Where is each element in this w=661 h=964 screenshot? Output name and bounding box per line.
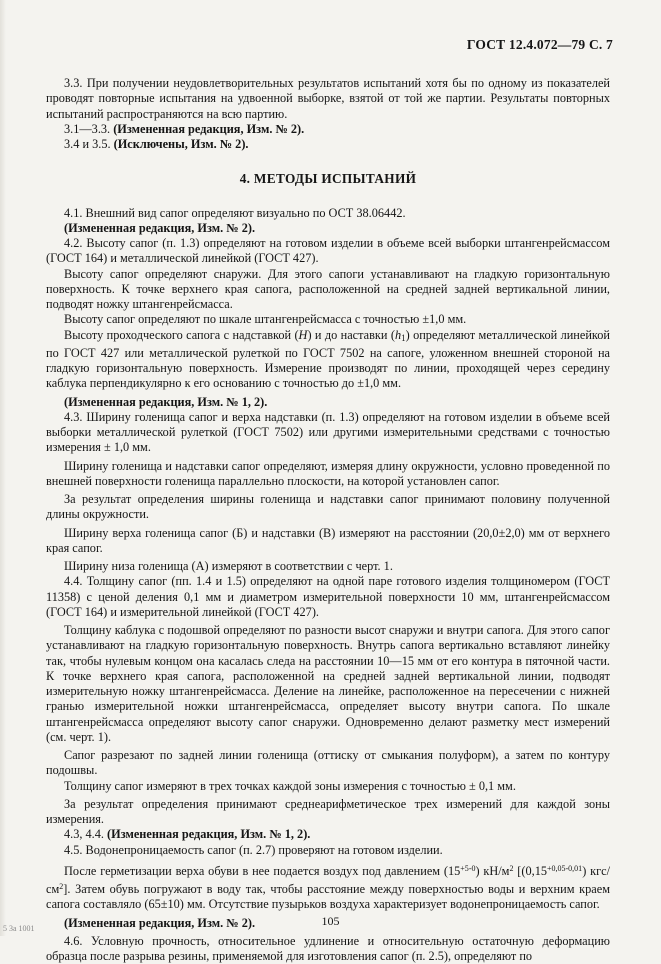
note-text: (Исключены, Изм. № 2). bbox=[113, 137, 249, 151]
note-text: (Измененная редакция, Изм. № 2). bbox=[113, 121, 305, 136]
paragraph-4-2-b: Высоту сапог определяют снаружи. Для этого сапоги устанавливают на гладкую горизонтальную поверхность. К точке верхнего края сапога, расположенной на средней задней вертикальной линии, подводят ножку штангенрейсмасса. bbox=[46, 266, 610, 311]
amendment-note-4-4 bbox=[46, 827, 610, 842]
paragraph-4-3: 4.3. Ширину голенища сапог и верха надставки (п. 1.3) определяют на готовом изделии в объеме всей выборки металлической рулеткой (ГОСТ 7502) или другими измерительными средствами с точностью измерения ± 1,0 мм. bbox=[46, 409, 610, 455]
paragraph-4-3-d: Ширину верха голенища сапог (Б) и надставки (В) измеряют на расстоянии (20,0±2,0) мм от верхнего края сапог. bbox=[46, 525, 610, 555]
paragraph-4-4: 4.4. Толщину сапог (пп. 1.4 и 1.5) определяют на одной паре готового изделия толщиномером (ГОСТ 11358) с ценой деления 0,1 мм и диаметром измерительной поверхности 10 мм, штангенрейсмассом (ГОСТ 164) и измерительной линейкой (ГОСТ 427). bbox=[46, 574, 610, 619]
paragraph-4-1: 4.1. Внешний вид сапог определяют визуально по ОСТ 38.06442. bbox=[64, 205, 406, 220]
paragraph-4-3-c: За результат определения ширины голенища и надставки сапог принимают половину полученной длины окружности. bbox=[46, 492, 610, 522]
amendment-note-4-1: (Измененная редакция, Изм. № 2). bbox=[64, 220, 256, 235]
amendment-note-4-2: (Измененная редакция, Изм. № 1, 2). bbox=[64, 394, 268, 409]
page-number: 105 bbox=[321, 914, 340, 928]
paragraph-4-4-c: Сапог разрезают по задней линии голенища (оттиску от смыкания полуформ), а затем по контуру подошвы. bbox=[46, 748, 610, 778]
superscript: 2 bbox=[59, 882, 64, 891]
document-body bbox=[46, 76, 610, 964]
text-part: Высоту проходческого сапога с надставкой ( bbox=[64, 327, 299, 342]
text-part: ) и до наставки ( bbox=[307, 327, 395, 342]
paragraph-4-5: 4.5. Водонепроницаемость сапог (п. 2.7) проверяют на готовом изделии. bbox=[64, 842, 443, 857]
paragraph-4-2-c: Высоту сапог определяют по шкале штангенрейсмасса с точностью ±1,0 мм. bbox=[64, 312, 467, 327]
symbol-H: H bbox=[298, 327, 308, 342]
tolerance-upper: +0,05 bbox=[547, 863, 566, 873]
text-part: ) кгс/см bbox=[46, 863, 610, 896]
text-part: После герметизации верха обуви в нее подается воздух под давлением (15 bbox=[64, 863, 461, 878]
paragraph-4-4-d: Толщину сапог измеряют в трех точках каждой зоны измерения с точностью ± 0,1 мм. bbox=[64, 778, 516, 793]
paragraph-4-2: 4.2. Высоту сапог (п. 1.3) определяют на готовом изделии в объеме всей выборки штангенрейсмассом (ГОСТ 164) и металлической линейкой (ГОСТ 427). bbox=[46, 236, 610, 266]
subscript: 1 bbox=[401, 332, 406, 343]
tolerance-upper: +5 bbox=[460, 863, 469, 873]
paragraph-4-6: 4.6. Условную прочность, относительное удлинение и относительную остаточную деформацию образца после разрыва резины, применяемой для изготовления сапог (п. 2.5), определяют по bbox=[46, 933, 610, 963]
text-part: ) определяют металлической линейкой по ГОСТ 427 или металлической рулеткой по ГОСТ 7502 на сапоге, уложенном внешней стороной на гладкую горизонтальную поверхность. Измерение производят по линии, проходящей через середину каблука перпендикулярно к его основанию с точностью до ±1,0 мм. bbox=[46, 327, 610, 391]
section-title: 4. МЕТОДЫ ИСПЫТАНИЙ bbox=[239, 171, 417, 187]
tolerance-lower: -0 bbox=[468, 863, 476, 873]
paragraph-4-2-d bbox=[46, 328, 610, 392]
paragraph-4-5-b bbox=[46, 861, 610, 913]
amendment-note-3-4 bbox=[46, 137, 610, 152]
page-edge-shadow bbox=[0, 0, 6, 936]
symbol-h: h bbox=[394, 327, 402, 342]
amendment-note-4-5: (Измененная редакция, Изм. № 2). bbox=[64, 915, 256, 930]
text-part: ) кН/м bbox=[475, 863, 510, 878]
margin-mark: 5 3а 1001 bbox=[3, 924, 35, 933]
paragraph-4-4-b: Толщину каблука с подошвой определяют по разности высот снаружи и внутри сапога. Для этого сапог устанавливают на гладкую горизонтальную поверхность. Внутрь сапога вертикально вставляют линейку так, чтобы нулевым концом она касалась следа на расстоянии 10—15 мм от его контура в пяточной части. К точке верхнего края сапога, расположенной на средней задней вертикальной линии, подводят измерительную ножку штангенрейсмасса. Деление на линейке, расположенное на пересечении с нижней гранью измерительной ножки штангенрейсмасса, определяет высоту внутри сапога. По шкале штангенрейсмасса определяют высоту сапог снаружи. Одновременно делают разметку мест измерений (см. черт. 1). bbox=[46, 623, 610, 744]
paragraph-3-3: 3.3. При получении неудовлетворительных результатов испытаний хотя бы по одному из показателей проводят повторные испытания на удвоенной выборке, взятой от той же партии. Результаты повторных испытаний распространяются на всю партию. bbox=[46, 76, 610, 121]
tolerance-2 bbox=[547, 864, 582, 873]
note-lead: 4.3, 4.4. bbox=[64, 827, 104, 842]
text-part: ]. Затем обувь погружают в воду так, чтобы расстояние между поверхностью воды и верхним краем сапога составляло (65±10) мм. Отсутствие пузырьков воздуха характеризует водонепроницаемость сапог. bbox=[46, 882, 610, 912]
note-text: (Измененная редакция, Изм. № 1, 2). bbox=[107, 827, 311, 842]
tolerance-1 bbox=[460, 864, 475, 873]
superscript: 2 bbox=[509, 863, 514, 873]
paragraph-4-3-b: Ширину голенища и надставки сапог определяют, измеряя длину окружности, условно проведенной по внешней поверхности голенища параллельно плоскости, на которой установлен сапог. bbox=[46, 458, 610, 488]
paragraph-4-3-e: Ширину низа голенища (А) измеряют в соответствии с черт. 1. bbox=[64, 559, 393, 573]
paragraph-4-4-e: За результат определения принимают среднеарифметическое трех измерений для каждой зоны измерения. bbox=[46, 796, 610, 826]
note-lead: 3.1—3.3. bbox=[64, 121, 111, 136]
amendment-note-3-1 bbox=[46, 122, 610, 137]
tolerance-lower: -0,01 bbox=[565, 863, 583, 873]
text-part: [(0,15 bbox=[517, 863, 547, 878]
note-lead: 3.4 и 3.5. bbox=[64, 137, 111, 151]
running-header: ГОСТ 12.4.072—79 С. 7 bbox=[466, 37, 613, 52]
